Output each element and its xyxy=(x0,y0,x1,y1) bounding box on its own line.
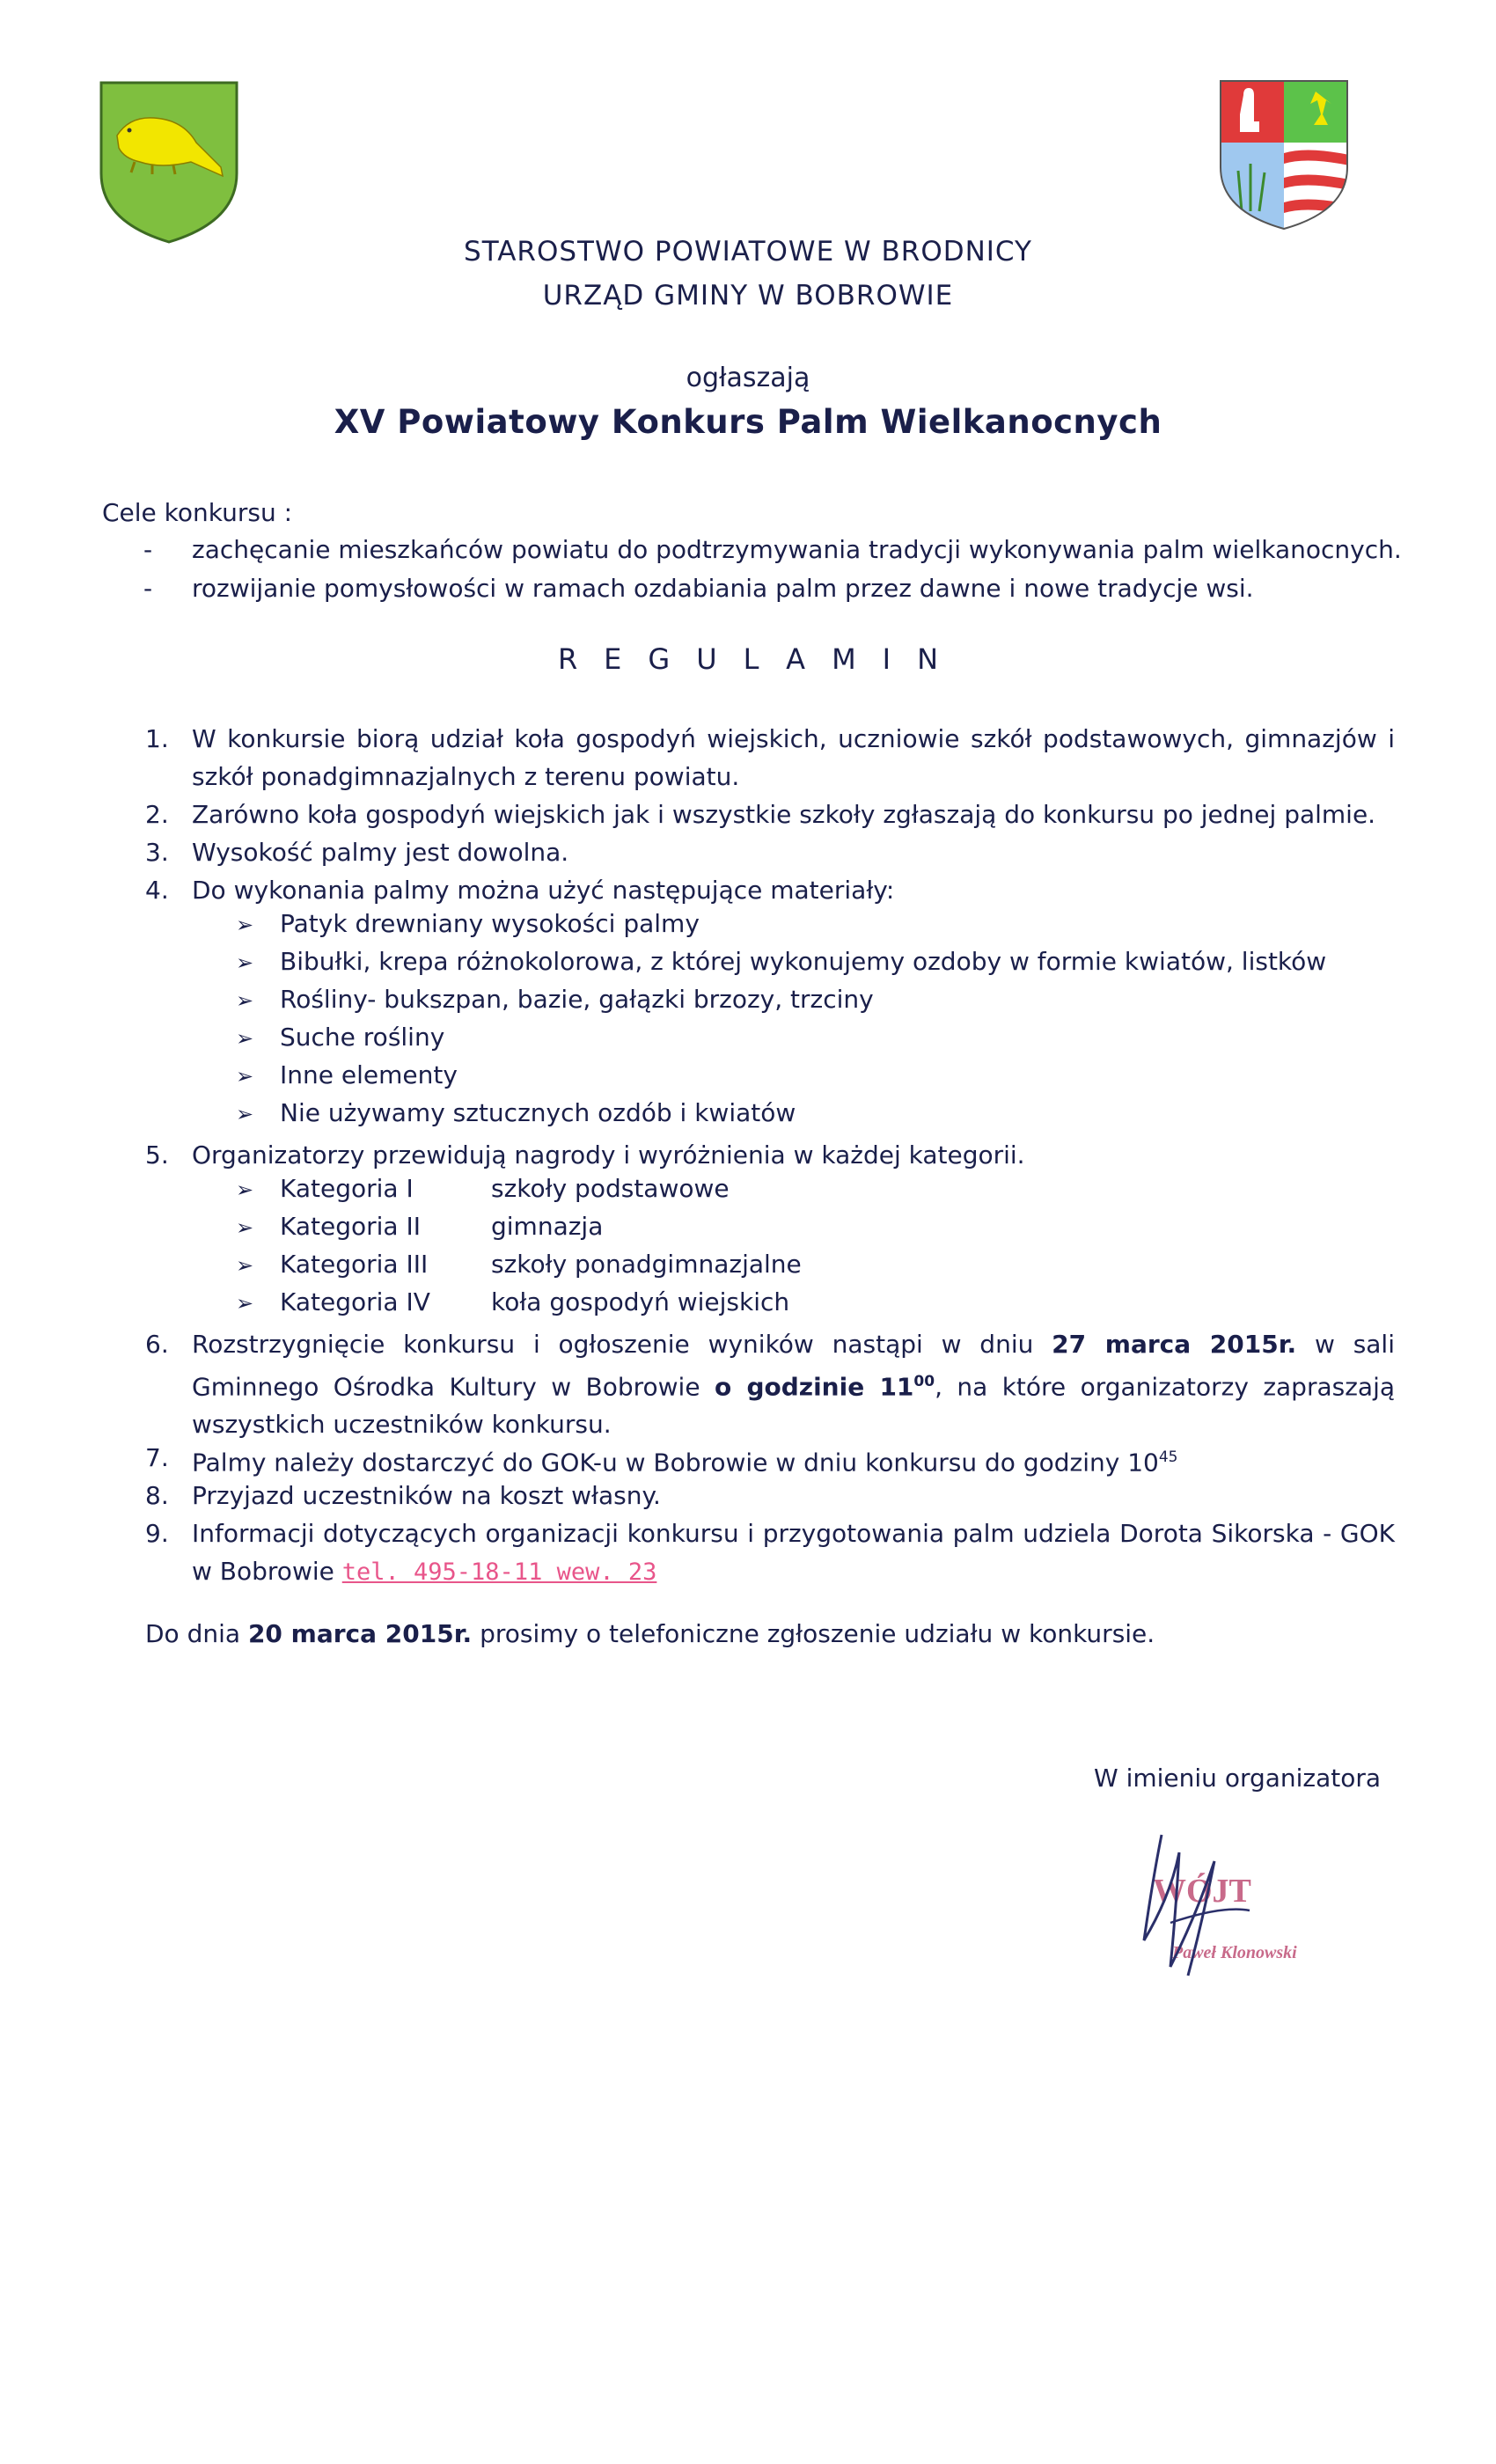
rule-text xyxy=(192,1439,1395,1481)
rule-item xyxy=(145,796,1395,833)
stamp-title: WÓJT xyxy=(1153,1873,1251,1910)
material-item xyxy=(236,1098,796,1127)
hand-fish-crest-icon xyxy=(1219,79,1349,231)
rule-item xyxy=(145,871,1395,909)
category-name: Kategoria II xyxy=(280,1212,422,1241)
rule-number: 2. xyxy=(145,800,169,829)
arrowhead-bullet-icon: ➢ xyxy=(236,1177,254,1202)
rule-number: 3. xyxy=(145,838,169,867)
rule-number: 8. xyxy=(145,1481,169,1510)
category-desc: gimnazja xyxy=(491,1212,604,1241)
registration-deadline: 20 marca 2015r. xyxy=(247,1619,473,1648)
signoff-text: W imieniu organizatora xyxy=(1094,1764,1382,1793)
closing-suffix: prosimy o telefoniczne zgłoszenie udziału w konkursie. xyxy=(472,1619,1155,1648)
rule-text: Wysokość palmy jest dowolna. xyxy=(192,838,569,867)
arrowhead-bullet-icon: ➢ xyxy=(236,913,254,937)
material-text: Nie używamy sztucznych ozdób i kwiatów xyxy=(280,1098,796,1127)
announce-text: ogłaszają xyxy=(686,363,810,393)
result-hour-minutes: 00 xyxy=(913,1373,935,1390)
rule-text: Do wykonania palmy można użyć następujące materiały: xyxy=(192,876,895,905)
beaver-crest-icon xyxy=(99,81,238,244)
arrowhead-bullet-icon: ➢ xyxy=(236,1026,254,1051)
rule9-text: Informacji dotyczących organizacji konkursu i przygotowania palm udziela Dorota Sikorska - GOK w Bobrowie xyxy=(192,1519,1395,1586)
rule-item xyxy=(145,1477,1395,1514)
rule-item xyxy=(145,720,1395,796)
rule-item xyxy=(145,1439,1395,1481)
material-text: Bibułki, krepa różnokolorowa, z której wykonujemy ozdoby w formie kwiatów, listków xyxy=(280,947,1327,976)
material-item xyxy=(236,947,1326,976)
category-name: Kategoria IV xyxy=(280,1287,430,1316)
material-item xyxy=(236,1023,444,1052)
result-date: 27 marca 2015r. xyxy=(1052,1330,1297,1359)
rule-text: W konkursie biorą udział koła gospodyń wiejskich, uczniowie szkół podstawowych, gimnazjów i szkół ponadgimnazjalnych z terenu powiatu. xyxy=(192,724,1395,791)
rule-text: Zarówno koła gospodyń wiejskich jak i wszystkie szkoły zgłaszają do konkursu po jednej palmie. xyxy=(192,800,1376,829)
rule-number: 4. xyxy=(145,876,169,905)
rule-number: 9. xyxy=(145,1519,169,1548)
office-name-urzad: URZĄD GMINY W BOBROWIE xyxy=(542,280,954,312)
arrowhead-bullet-icon: ➢ xyxy=(236,1064,254,1089)
goal-text: zachęcanie mieszkańców powiatu do podtrzymywania tradycji wykonywania palm wielkanocnych. xyxy=(192,535,1402,564)
rule-item xyxy=(145,1136,1395,1174)
rule6-part2: w sali Gminnego Ośrodka Kultury w Bobrowie xyxy=(192,1330,1395,1402)
closing-prefix: Do dnia xyxy=(145,1619,248,1648)
material-text: Inne elementy xyxy=(280,1060,458,1089)
arrowhead-bullet-icon: ➢ xyxy=(236,1253,254,1278)
arrowhead-bullet-icon: ➢ xyxy=(236,988,254,1013)
goal-item xyxy=(143,535,1402,564)
category-item xyxy=(236,1250,802,1279)
rule-text: Przyjazd uczestników na koszt własny. xyxy=(192,1481,661,1510)
goal-item xyxy=(143,574,1254,603)
signature-stamp-icon xyxy=(1118,1826,1338,1984)
material-item xyxy=(236,985,874,1014)
arrowhead-bullet-icon: ➢ xyxy=(236,1215,254,1240)
rule-number: 1. xyxy=(145,724,169,753)
category-item xyxy=(236,1212,603,1241)
office-name-starostwo: STAROSTWO POWIATOWE W BRODNICY xyxy=(464,236,1032,268)
phone-link[interactable]: tel. 495-18-11 wew. 23 xyxy=(341,1558,657,1586)
goal-text: rozwijanie pomysłowości w ramach ozdabiania palm przez dawne i nowe tradycje wsi. xyxy=(192,574,1254,603)
rule-item xyxy=(145,1325,1395,1443)
rule-number: 5. xyxy=(145,1140,169,1170)
category-name: Kategoria III xyxy=(280,1250,429,1279)
rule-item xyxy=(145,833,1395,871)
goals-label: Cele konkursu : xyxy=(102,498,293,527)
category-desc: szkoły podstawowe xyxy=(491,1174,730,1203)
material-item xyxy=(236,1060,458,1089)
arrowhead-bullet-icon: ➢ xyxy=(236,1291,254,1316)
stamp-name: Paweł Klonowski xyxy=(1172,1943,1297,1962)
material-text: Patyk drewniany wysokości palmy xyxy=(280,909,700,938)
arrowhead-bullet-icon: ➢ xyxy=(236,950,254,975)
category-name: Kategoria I xyxy=(280,1174,414,1203)
contest-title: XV Powiatowy Konkurs Palm Wielkanocnych xyxy=(334,403,1162,441)
material-item xyxy=(236,909,700,938)
rule-item xyxy=(145,1514,1395,1591)
rule6-part3: , na które organizatorzy zapraszają wszystkich uczestników konkursu. xyxy=(192,1372,1396,1440)
rule-text: Organizatorzy przewidują nagrody i wyróżnienia w każdej kategorii. xyxy=(192,1140,1025,1170)
category-item xyxy=(236,1174,730,1203)
goal-dash: - xyxy=(143,535,153,564)
material-text: Suche rośliny xyxy=(280,1023,445,1052)
material-text: Rośliny- bukszpan, bazie, gałązki brzozy, trzciny xyxy=(280,985,874,1014)
category-desc: szkoły ponadgimnazjalne xyxy=(491,1250,802,1279)
delivery-minutes: 45 xyxy=(1158,1448,1178,1466)
result-hour: o godzinie 11 xyxy=(714,1372,914,1402)
rule-text xyxy=(192,1514,1395,1591)
rule7-text: Palmy należy dostarczyć do GOK-u w Bobrowie w dniu konkursu do godziny 10 xyxy=(192,1448,1159,1478)
category-item xyxy=(236,1287,789,1316)
arrowhead-bullet-icon: ➢ xyxy=(236,1102,254,1126)
rule-number: 6. xyxy=(145,1330,169,1359)
rule6-part1: Rozstrzygnięcie konkursu i ogłoszenie wyników nastąpi w dniu xyxy=(192,1330,1052,1359)
regulamin-heading: REGULAMIN xyxy=(557,642,965,676)
category-desc: koła gospodyń wiejskich xyxy=(491,1287,790,1316)
rule-number: 7. xyxy=(145,1443,169,1472)
goal-dash: - xyxy=(143,574,153,603)
closing-text xyxy=(145,1619,1155,1648)
rule-text xyxy=(192,1325,1395,1443)
